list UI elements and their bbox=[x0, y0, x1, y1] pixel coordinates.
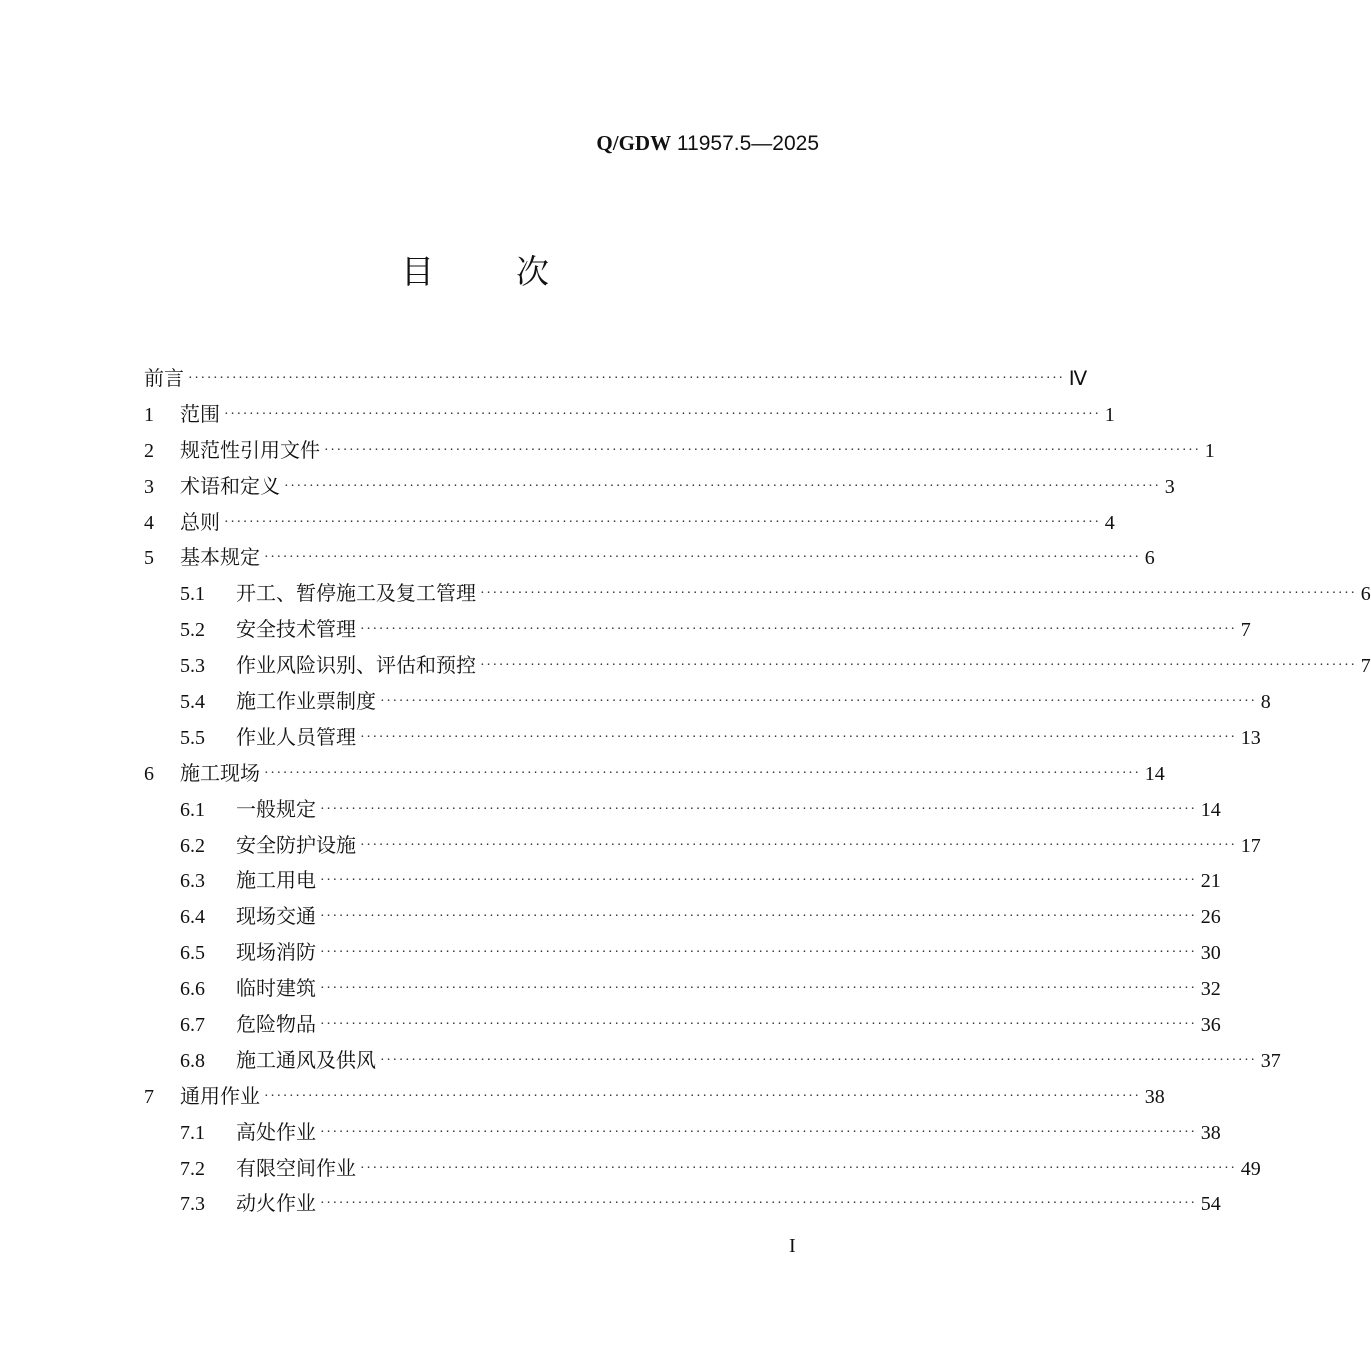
toc-entry[interactable] bbox=[144, 468, 1175, 504]
toc-entry-label: 危险物品 bbox=[236, 1012, 316, 1037]
toc-entry[interactable] bbox=[144, 755, 1165, 791]
toc-dot-leader: ············································································································································ bbox=[480, 586, 1357, 602]
toc-entry[interactable] bbox=[144, 898, 1221, 934]
toc-entry-number: 7.2 bbox=[180, 1157, 205, 1180]
toc-entry-number: 5.4 bbox=[180, 691, 205, 714]
toc-entry-number: 6.8 bbox=[180, 1049, 205, 1072]
toc-dot-leader: ············································································································································ bbox=[380, 1052, 1257, 1068]
toc-dot-leader: ············································································································································ bbox=[360, 1160, 1237, 1176]
title-char-1: 目 bbox=[401, 252, 434, 291]
toc-dot-leader: ············································································································································ bbox=[320, 873, 1197, 889]
toc-entry-number: 7.3 bbox=[180, 1193, 205, 1216]
toc-dot-leader: ············································································································································ bbox=[284, 478, 1161, 494]
toc-entry-page: 32 bbox=[1200, 978, 1221, 1001]
toc-entry-number: 7.1 bbox=[180, 1121, 205, 1144]
toc-entry-number: 3 bbox=[144, 475, 154, 498]
toc-dot-leader: ············································································································································ bbox=[320, 981, 1197, 997]
toc-entry-page: 7 bbox=[1240, 619, 1251, 642]
toc-entry-page: 21 bbox=[1200, 870, 1221, 893]
toc-entry-page: 1 bbox=[1204, 439, 1215, 462]
toc-entry-label: 范围 bbox=[180, 401, 220, 426]
toc-entry-label: 前言 bbox=[144, 366, 184, 390]
toc-entry[interactable] bbox=[144, 504, 1115, 540]
toc-entry-page: 30 bbox=[1200, 942, 1221, 965]
toc-entry[interactable] bbox=[144, 647, 1371, 683]
toc-dot-leader: ············································································································································ bbox=[320, 1124, 1197, 1140]
toc-entry-label: 安全技术管理 bbox=[236, 617, 356, 642]
table-of-contents bbox=[144, 360, 1371, 1221]
toc-dot-leader: ············································································································································ bbox=[360, 837, 1237, 853]
toc-entry[interactable] bbox=[144, 1150, 1261, 1186]
toc-entry-label: 术语和定义 bbox=[180, 473, 280, 498]
toc-entry-label: 规范性引用文件 bbox=[180, 437, 320, 462]
toc-entry-page: 4 bbox=[1104, 511, 1115, 534]
toc-entry-number: 2 bbox=[144, 439, 154, 462]
toc-dot-leader: ············································································································································ bbox=[188, 371, 1065, 386]
toc-entry-number: 6.5 bbox=[180, 942, 205, 965]
toc-entry-label: 施工用电 bbox=[236, 868, 316, 893]
toc-entry[interactable] bbox=[144, 1185, 1221, 1221]
toc-entry[interactable] bbox=[144, 539, 1155, 575]
toc-dot-leader: ············································································································································ bbox=[224, 514, 1101, 530]
toc-entry-label: 临时建筑 bbox=[236, 976, 316, 1001]
toc-entry[interactable] bbox=[144, 611, 1251, 647]
toc-entry[interactable] bbox=[144, 432, 1215, 468]
toc-entry-page: 54 bbox=[1200, 1193, 1221, 1216]
toc-entry-label: 基本规定 bbox=[180, 545, 260, 570]
page-title bbox=[0, 250, 950, 294]
toc-entry-number: 6.1 bbox=[180, 798, 205, 821]
toc-entry-number: 6 bbox=[144, 762, 154, 785]
toc-entry-number: 5.3 bbox=[180, 655, 205, 678]
toc-entry-label: 一般规定 bbox=[236, 796, 316, 821]
toc-entry[interactable] bbox=[144, 1006, 1221, 1042]
toc-entry-label: 现场交通 bbox=[236, 904, 316, 929]
toc-dot-leader: ············································································································································ bbox=[480, 658, 1357, 674]
toc-dot-leader: ············································································································································ bbox=[320, 909, 1197, 925]
toc-entry-number: 5.1 bbox=[180, 583, 205, 606]
toc-entry-label: 通用作业 bbox=[180, 1083, 260, 1108]
toc-entry-page: 36 bbox=[1200, 1014, 1221, 1037]
toc-entry-label: 施工现场 bbox=[180, 760, 260, 785]
toc-entry[interactable] bbox=[144, 396, 1115, 432]
toc-entry-label: 高处作业 bbox=[236, 1119, 316, 1144]
toc-entry-number: 5 bbox=[144, 547, 154, 570]
toc-entry-label: 总则 bbox=[180, 509, 220, 534]
toc-entry-number: 4 bbox=[144, 511, 154, 534]
toc-entry-page: 13 bbox=[1240, 726, 1261, 749]
toc-dot-leader: ············································································································································ bbox=[264, 550, 1141, 566]
toc-dot-leader: ············································································································································ bbox=[320, 945, 1197, 961]
toc-entry[interactable] bbox=[144, 862, 1221, 898]
toc-entry[interactable] bbox=[144, 719, 1261, 755]
toc-entry-page: 6 bbox=[1360, 583, 1371, 606]
toc-entry-number: 1 bbox=[144, 403, 154, 426]
toc-entry-page: 1 bbox=[1104, 403, 1115, 426]
toc-entry[interactable] bbox=[144, 1078, 1165, 1114]
toc-entry[interactable] bbox=[144, 970, 1221, 1006]
toc-entry[interactable] bbox=[144, 1114, 1221, 1150]
toc-entry-number: 7 bbox=[144, 1085, 154, 1108]
toc-entry-label: 现场消防 bbox=[236, 940, 316, 965]
toc-entry-number: 6.2 bbox=[180, 834, 205, 857]
page-number: I bbox=[789, 1235, 796, 1257]
toc-dot-leader: ············································································································································ bbox=[264, 765, 1141, 781]
toc-entry[interactable] bbox=[144, 934, 1221, 970]
toc-entry-page: 6 bbox=[1144, 547, 1155, 570]
toc-dot-leader: ············································································································································ bbox=[320, 1017, 1197, 1033]
toc-entry-label: 开工、暂停施工及复工管理 bbox=[236, 581, 476, 606]
toc-entry-number: 6.7 bbox=[180, 1014, 205, 1037]
toc-entry[interactable] bbox=[144, 1042, 1281, 1078]
toc-entry-label: 动火作业 bbox=[236, 1191, 316, 1216]
toc-entry-page: 7 bbox=[1360, 655, 1371, 678]
toc-entry[interactable] bbox=[144, 791, 1221, 827]
toc-entry-page: 14 bbox=[1200, 798, 1221, 821]
toc-dot-leader: ············································································································································ bbox=[360, 622, 1237, 638]
toc-dot-leader: ············································································································································ bbox=[320, 801, 1197, 817]
toc-entry-label: 有限空间作业 bbox=[236, 1155, 356, 1180]
toc-entry-page: 14 bbox=[1144, 762, 1165, 785]
toc-entry-number: 6.6 bbox=[180, 978, 205, 1001]
toc-entry-page: 26 bbox=[1200, 906, 1221, 929]
toc-entry-number: 6.3 bbox=[180, 870, 205, 893]
toc-entry[interactable] bbox=[144, 827, 1261, 863]
toc-dot-leader: ············································································································································ bbox=[224, 406, 1101, 422]
toc-entry-page: 38 bbox=[1200, 1121, 1221, 1144]
toc-entry-label: 作业风险识别、评估和预控 bbox=[236, 653, 476, 678]
toc-entry-label: 施工作业票制度 bbox=[236, 689, 376, 714]
toc-entry[interactable] bbox=[144, 575, 1371, 611]
toc-entry-page: 8 bbox=[1260, 691, 1271, 714]
standard-code-number: 11957.5—2025 bbox=[671, 132, 819, 155]
toc-entry-number: 5.5 bbox=[180, 726, 205, 749]
toc-entry-page: 38 bbox=[1144, 1085, 1165, 1108]
toc-dot-leader: ············································································································································ bbox=[324, 442, 1201, 458]
toc-entry-number: 6.4 bbox=[180, 906, 205, 929]
toc-entry-label: 施工通风及供风 bbox=[236, 1047, 376, 1072]
toc-dot-leader: ············································································································································ bbox=[264, 1088, 1141, 1104]
toc-entry-label: 作业人员管理 bbox=[236, 724, 356, 749]
toc-dot-leader: ············································································································································ bbox=[320, 1196, 1197, 1212]
toc-entry-page: 49 bbox=[1240, 1157, 1261, 1180]
toc-entry[interactable] bbox=[144, 360, 1088, 396]
toc-entry-page: 37 bbox=[1260, 1049, 1281, 1072]
standard-code bbox=[596, 128, 819, 159]
toc-entry-page: 3 bbox=[1164, 475, 1175, 498]
toc-entry-label: 安全防护设施 bbox=[236, 832, 356, 857]
toc-entry[interactable] bbox=[144, 683, 1271, 719]
toc-entry-page: Ⅳ bbox=[1068, 368, 1088, 390]
toc-dot-leader: ············································································································································ bbox=[360, 729, 1237, 745]
toc-dot-leader: ············································································································································ bbox=[380, 694, 1257, 710]
title-char-2: 次 bbox=[516, 252, 549, 291]
toc-entry-page: 17 bbox=[1240, 834, 1261, 857]
toc-entry-number: 5.2 bbox=[180, 619, 205, 642]
standard-code-prefix: Q/GDW bbox=[596, 131, 672, 155]
